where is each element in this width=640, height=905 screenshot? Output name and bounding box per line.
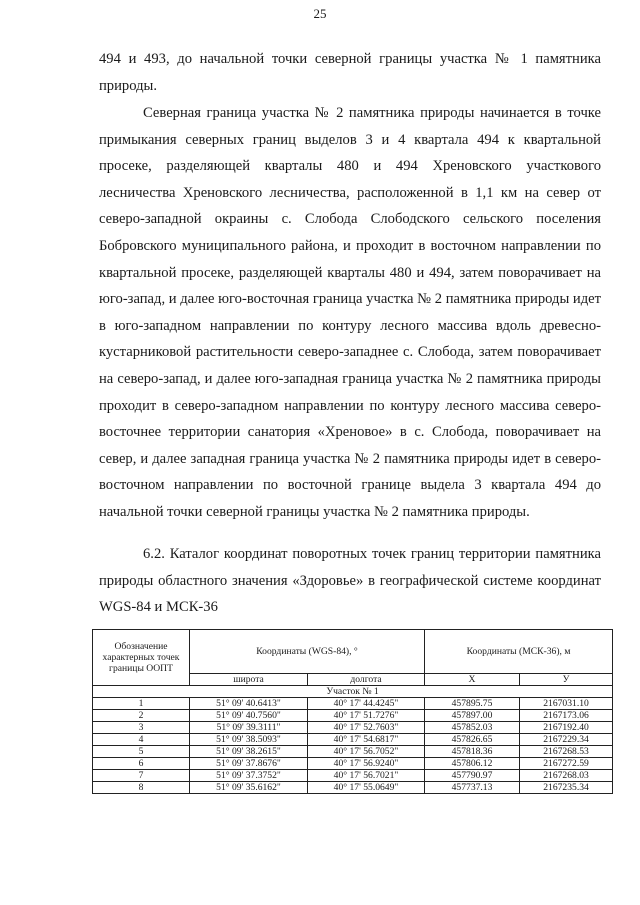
section-label: Участок № 1 <box>93 686 613 698</box>
cell-n: 3 <box>93 722 190 734</box>
paragraph-northern-boundary <box>99 100 601 526</box>
cell-y: 2167173.06 <box>520 710 613 722</box>
cell-lon: 40° 17' 52.7603" <box>308 722 425 734</box>
table-row <box>93 746 613 758</box>
cell-lon: 40° 17' 56.9240" <box>308 758 425 770</box>
cell-x: 457897.00 <box>425 710 520 722</box>
cell-lat: 51° 09' 37.8676" <box>190 758 308 770</box>
cell-x: 457806.12 <box>425 758 520 770</box>
cell-lon: 40° 17' 56.7052" <box>308 746 425 758</box>
cell-lon: 40° 17' 51.7276" <box>308 710 425 722</box>
header-latitude: широта <box>190 674 308 686</box>
cell-y: 2167031.10 <box>520 698 613 710</box>
header-longitude: долгота <box>308 674 425 686</box>
cell-lat: 51° 09' 40.6413" <box>190 698 308 710</box>
cell-lat: 51° 09' 37.3752" <box>190 770 308 782</box>
table-row <box>93 698 613 710</box>
cell-x: 457895.75 <box>425 698 520 710</box>
cell-y: 2167272.59 <box>520 758 613 770</box>
header-y: У <box>520 674 613 686</box>
header-x: X <box>425 674 520 686</box>
cell-x: 457852.03 <box>425 722 520 734</box>
cell-lat: 51° 09' 38.2615" <box>190 746 308 758</box>
paragraph-text: 494 и 493, до начальной точки северной границы участка № 1 памятника природы. <box>99 51 601 94</box>
table-row <box>93 770 613 782</box>
cell-lon: 40° 17' 54.6817" <box>308 734 425 746</box>
page-number: 25 <box>313 6 327 21</box>
cell-lon: 40° 17' 56.7021" <box>308 770 425 782</box>
cell-lat: 51° 09' 38.5093" <box>190 734 308 746</box>
cell-lat: 51° 09' 39.3111" <box>190 722 308 734</box>
cell-x: 457790.97 <box>425 770 520 782</box>
table-row <box>93 710 613 722</box>
section-heading-coordinates <box>99 541 601 621</box>
cell-y: 2167268.03 <box>520 770 613 782</box>
cell-n: 6 <box>93 758 190 770</box>
cell-n: 1 <box>93 698 190 710</box>
paragraph-continuation <box>99 46 601 99</box>
table-row <box>93 734 613 746</box>
cell-n: 7 <box>93 770 190 782</box>
cell-x: 457737.13 <box>425 782 520 794</box>
cell-n: 2 <box>93 710 190 722</box>
cell-lat: 51° 09' 40.7560" <box>190 710 308 722</box>
cell-x: 457818.36 <box>425 746 520 758</box>
table-header-row <box>93 630 613 674</box>
cell-n: 5 <box>93 746 190 758</box>
cell-n: 4 <box>93 734 190 746</box>
header-point-designation: Обозначение характерных точек границы ООПТ <box>93 630 190 686</box>
table-row <box>93 758 613 770</box>
section-heading-text: 6.2. Каталог координат поворотных точек границ территории памятника природы областного значения «Здоровье» в географической системе координат WGS-84 и МСК-36 <box>99 546 601 616</box>
header-msk36: Координаты (МСК-36), м <box>425 630 613 674</box>
coordinates-table <box>92 629 613 794</box>
cell-n: 8 <box>93 782 190 794</box>
cell-y: 2167235.34 <box>520 782 613 794</box>
header-wgs84: Координаты (WGS-84), ° <box>190 630 425 674</box>
cell-lat: 51° 09' 35.6162" <box>190 782 308 794</box>
cell-y: 2167268.53 <box>520 746 613 758</box>
cell-y: 2167192.40 <box>520 722 613 734</box>
cell-lon: 40° 17' 55.0649" <box>308 782 425 794</box>
table-body <box>93 698 613 794</box>
table-section-row <box>93 686 613 698</box>
cell-x: 457826.65 <box>425 734 520 746</box>
paragraph-text: Северная граница участка № 2 памятника природы начинается в точке примыкания северных границ выделов 3 и 4 квартала 494 к квартальной просеке, разделяющей кварталы 480 и 494 Хреновского участкового лесничества Хреновского лесничества, расположенной в 1,1 км на север от северо-западной окраины с. Слобода Слободского сельского поселения Бобровского муниципального района, и проходит в восточном направлении по квартальной просеке, разделяющей кварталы 480 и 494, затем поворачивает на юго-запад, и далее юго-восточная граница участка № 2 памятника природы идет в юго-западном направлении по контуру лесного массива вдоль древесно-кустарниковой растительности северо-западнее с. Слобода, затем поворачивает на северо-запад, и далее юго-западная граница участка № 2 памятника природы проходит в северо-западном направлении по контуру лесного массива северо-восточнее территории санатория «Хреновое» в с. Слобода, поворачивает на север, и далее западная граница участка № 2 памятника природы идет в северо-восточном направлении по восточной границе выдела 3 квартала 494 до начальной точки северной границы участка № 2 памятника природы. <box>99 105 601 520</box>
table-row <box>93 722 613 734</box>
cell-lon: 40° 17' 44.4245" <box>308 698 425 710</box>
table-row <box>93 782 613 794</box>
cell-y: 2167229.34 <box>520 734 613 746</box>
